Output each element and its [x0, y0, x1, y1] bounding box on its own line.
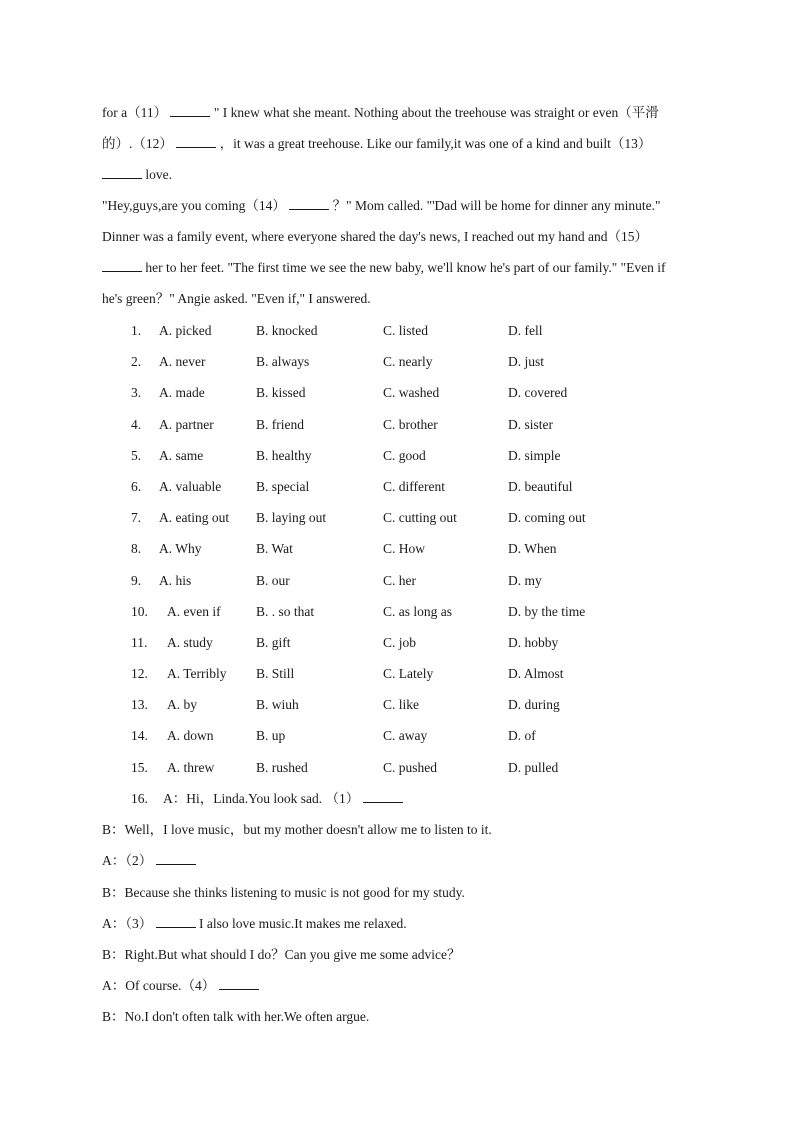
dialog-blank-1[interactable]	[363, 788, 403, 803]
question-row	[102, 627, 702, 658]
passage-text: her to her feet. "The first time we see the new baby, we'll know he's part of our family." "Even if	[145, 260, 666, 275]
option-d[interactable]: D. fell	[508, 323, 543, 338]
dialog-blank-3[interactable]	[156, 913, 196, 928]
option-a[interactable]: A. made	[159, 385, 205, 401]
option-c[interactable]: C. away	[383, 728, 428, 744]
answer-blank-12[interactable]	[176, 133, 216, 148]
passage-line	[102, 128, 702, 159]
option-d[interactable]: D. beautiful	[508, 478, 573, 494]
dialog-text: A：（2）	[102, 853, 153, 869]
option-b[interactable]: B. Wat	[256, 541, 293, 557]
passage-text: he's green？" Angie asked. "Even if," I answered.	[102, 291, 371, 306]
option-a[interactable]: A. Why	[159, 541, 202, 557]
option-a[interactable]: A. same	[159, 447, 204, 463]
option-c[interactable]: C. How	[383, 541, 426, 557]
dialog-line	[102, 814, 702, 845]
question-row	[102, 720, 702, 751]
dialog-text: B：Right.But what should I do？Can you give me some advice？	[102, 946, 461, 962]
option-c[interactable]: C. pushed	[383, 759, 437, 775]
option-d[interactable]: D. covered	[508, 385, 568, 401]
passage-text: 的）.（12）	[102, 136, 173, 151]
passage-text: ？" Mom called. "'Dad will be home for dinner any minute."	[332, 198, 661, 213]
option-d[interactable]: D. of	[508, 728, 536, 744]
option-b[interactable]: B. up	[256, 728, 286, 744]
option-d[interactable]: D. pulled	[508, 759, 559, 775]
option-d[interactable]: D. during	[508, 697, 560, 713]
dialog-line	[102, 783, 702, 814]
option-c[interactable]: C. listed	[383, 323, 429, 338]
question-row	[102, 689, 702, 720]
option-c[interactable]: C. nearly	[383, 354, 433, 370]
option-d[interactable]: D. simple	[508, 447, 561, 463]
question-options-list	[102, 315, 702, 783]
dialog-blank-4[interactable]	[219, 975, 259, 990]
option-a[interactable]: A. never	[159, 354, 206, 370]
question-number: 9.	[131, 572, 142, 588]
option-a[interactable]: A. even if	[167, 603, 221, 619]
question-row	[102, 377, 702, 408]
dialog-text: B：No.I don't often talk with her.We often argue.	[102, 1009, 370, 1025]
passage-line	[102, 283, 702, 314]
question-number: 6.	[131, 478, 142, 494]
passage-text: Dinner was a family event, where everyone shared the day's news, I reached out my hand and（15）	[102, 229, 648, 244]
question-row	[102, 596, 702, 627]
question-row	[102, 533, 702, 564]
question-row	[102, 440, 702, 471]
answer-blank-15[interactable]	[102, 257, 142, 272]
passage-text: " I knew what she meant. Nothing about the treehouse was straight or even（平滑	[213, 105, 659, 120]
option-c[interactable]: C. as long as	[383, 603, 452, 619]
passage-line	[102, 252, 702, 283]
option-d[interactable]: D. by the time	[508, 603, 586, 619]
question-row	[102, 346, 702, 377]
question-row	[102, 752, 702, 783]
option-a[interactable]: A. picked	[159, 323, 212, 338]
passage-text: "Hey,guys,are you coming（14）	[102, 198, 286, 213]
question-number: 2.	[131, 354, 142, 370]
option-a[interactable]: A. valuable	[159, 478, 222, 494]
option-b[interactable]: B. knocked	[256, 323, 318, 338]
option-c[interactable]: C. Lately	[383, 666, 434, 682]
option-d[interactable]: D. my	[508, 572, 542, 588]
option-c[interactable]: C. job	[383, 634, 417, 650]
option-d[interactable]: D. Almost	[508, 666, 564, 682]
option-d[interactable]: D. coming out	[508, 510, 586, 526]
option-b[interactable]: B. laying out	[256, 510, 327, 526]
passage-line	[102, 159, 702, 190]
option-d[interactable]: D. When	[508, 541, 557, 557]
dialog-text: I also love music.It makes me relaxed.	[199, 915, 407, 931]
dialog-text: A：Hi，Linda.You look sad. （1）	[163, 791, 360, 806]
question-row	[102, 409, 702, 440]
option-b[interactable]: B. wiuh	[256, 697, 299, 713]
dialog-text: B：Because she thinks listening to music is not good for my study.	[102, 884, 465, 900]
question-row	[102, 502, 702, 533]
option-c[interactable]: C. different	[383, 478, 445, 494]
reading-passage	[102, 97, 702, 314]
option-b[interactable]: B. gift	[256, 634, 291, 650]
question-row	[102, 565, 702, 596]
option-c[interactable]: C. like	[383, 697, 419, 713]
dialog-blank-2[interactable]	[156, 850, 196, 865]
question-number: 3.	[131, 385, 142, 401]
option-b[interactable]: B. our	[256, 572, 290, 588]
dialog-line	[102, 939, 702, 970]
option-c[interactable]: C. good	[383, 447, 426, 463]
dialog-text: B：Well，I love music，but my mother doesn't allow me to listen to it.	[102, 822, 492, 838]
option-a[interactable]: A. study	[167, 634, 213, 650]
option-a[interactable]: A. threw	[167, 759, 215, 775]
passage-text: ，it was a great treehouse. Like our family,it was one of a kind and built（13）	[219, 136, 652, 151]
option-d[interactable]: D. just	[508, 354, 545, 370]
dialog-text: A：（3）	[102, 915, 153, 931]
passage-line	[102, 97, 702, 128]
passage-line	[102, 190, 702, 221]
question-row	[102, 658, 702, 689]
passage-text: love.	[145, 167, 172, 182]
option-c[interactable]: C. her	[383, 572, 416, 588]
answer-blank-11[interactable]	[170, 102, 210, 117]
question-number: 4.	[131, 416, 142, 432]
option-d[interactable]: D. sister	[508, 416, 553, 432]
question-number: 7.	[131, 510, 142, 526]
option-c[interactable]: C. cutting out	[383, 510, 457, 526]
option-d[interactable]: D. hobby	[508, 634, 559, 650]
question-number: 13.	[131, 697, 148, 713]
option-a[interactable]: A. eating out	[159, 510, 230, 526]
dialog-line	[102, 877, 702, 908]
question-number: 5.	[131, 447, 142, 463]
passage-text: for a（11）	[102, 105, 168, 120]
question-number: 12.	[131, 666, 148, 682]
option-a[interactable]: A. partner	[159, 416, 214, 432]
dialog-line	[102, 845, 702, 876]
option-a[interactable]: A. Terribly	[167, 666, 227, 682]
option-a[interactable]: A. by	[167, 697, 197, 713]
option-c[interactable]: C. brother	[383, 416, 438, 432]
question-number: 11.	[131, 634, 148, 650]
question-row	[102, 315, 702, 346]
dialog-line	[102, 1001, 702, 1032]
question-number: 15.	[131, 759, 148, 775]
dialog-line	[102, 908, 702, 939]
passage-line	[102, 221, 702, 252]
option-a[interactable]: A. his	[159, 572, 192, 588]
option-a[interactable]: A. down	[167, 728, 214, 744]
answer-blank-13[interactable]	[102, 164, 142, 179]
question-number: 1.	[131, 323, 142, 338]
question-number: 8.	[131, 541, 142, 557]
option-b[interactable]: B. always	[256, 354, 310, 370]
option-b[interactable]: B. kissed	[256, 385, 306, 401]
question-number: 14.	[131, 728, 148, 744]
question-row	[102, 471, 702, 502]
dialog-text: A：Of course.（4）	[102, 978, 216, 994]
option-b[interactable]: B. . so that	[256, 603, 315, 619]
dialog-line	[102, 970, 702, 1001]
dialog-question	[102, 783, 702, 1033]
option-b[interactable]: B. rushed	[256, 759, 308, 775]
option-b[interactable]: B. special	[256, 478, 310, 494]
answer-blank-14[interactable]	[289, 195, 329, 210]
option-b[interactable]: B. Still	[256, 666, 295, 682]
option-b[interactable]: B. friend	[256, 416, 304, 432]
option-c[interactable]: C. washed	[383, 385, 440, 401]
question-number: 10.	[131, 603, 148, 619]
option-b[interactable]: B. healthy	[256, 447, 312, 463]
question-number: 16.	[131, 791, 148, 806]
